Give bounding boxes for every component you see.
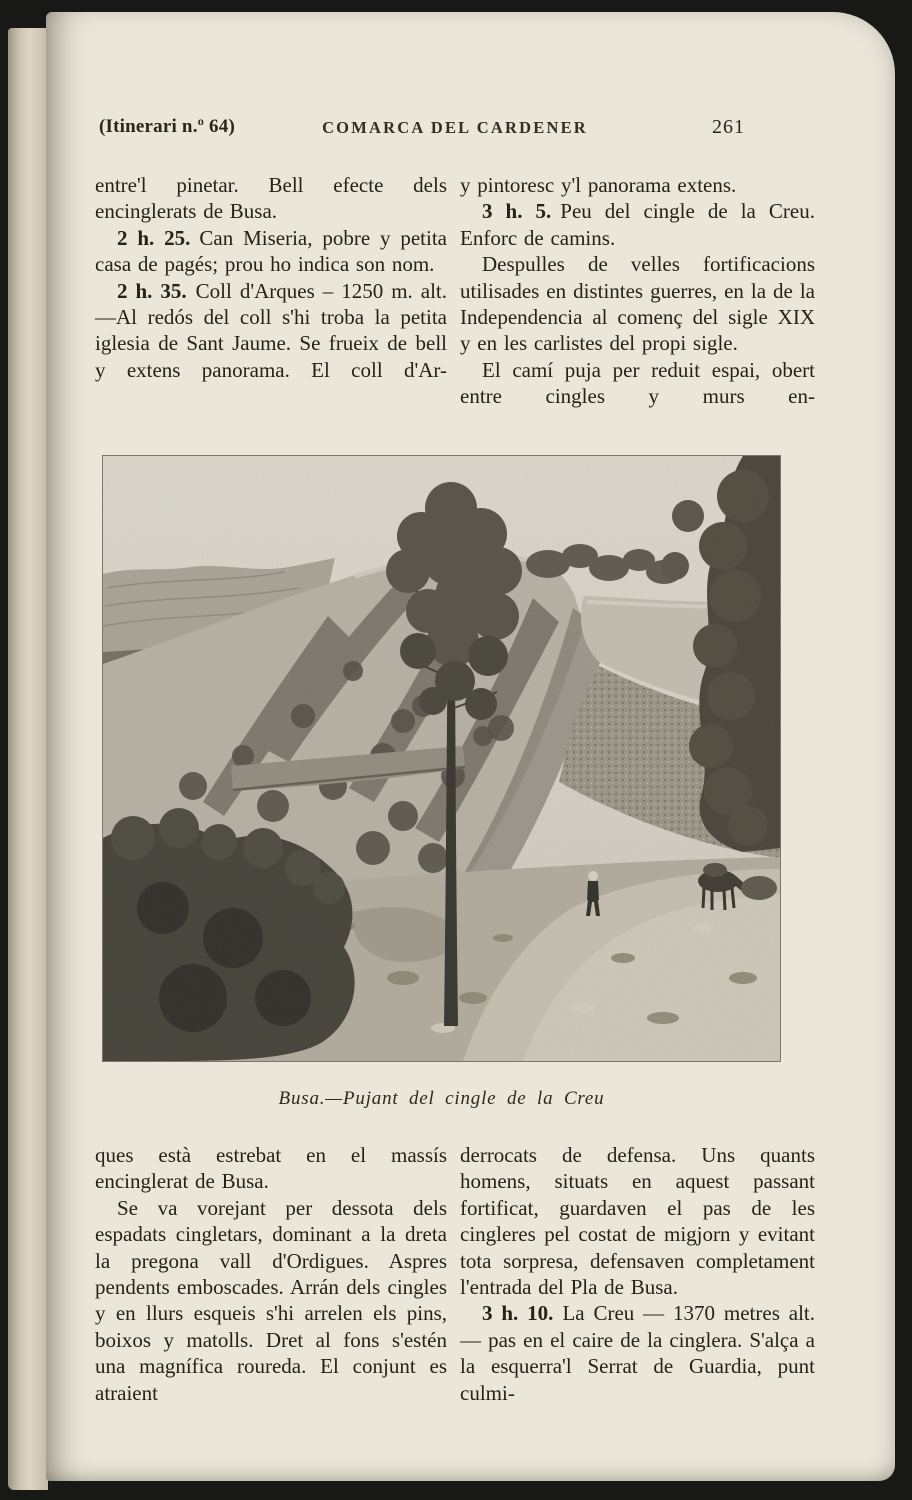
- paragraph: Se va vorejant per dessota dels espadats cingletars, dominant a la dreta la pregona vall d'Ordigues. Aspres pendents emboscades. Arrán dels cingles y en llurs esqueis s'hi arrelen els pins, boixos y matolls. Dret al fons s'estén una magnífica roureda. El conjunt es atraient: [95, 1195, 447, 1405]
- paragraph: derrocats de defensa. Uns quants homens, situats en aquest passant fortificat, guardaven el pas de les cingleres pel costat de migjorn y evitant tota sorpresa, defensaven completament l'entrada del Pla de Busa.: [460, 1143, 815, 1300]
- time-marker: 3 h. 5.: [482, 199, 552, 224]
- paragraph: [460, 1300, 815, 1406]
- paragraph: [95, 225, 447, 278]
- page-number: 261: [712, 116, 745, 138]
- time-marker: 2 h. 25.: [117, 225, 191, 250]
- paragraph-text: Peu del cingle de la Creu. Enforc de camins.: [460, 199, 815, 250]
- scanned-page: [46, 12, 895, 1481]
- column-bottom-right: [460, 1142, 815, 1406]
- column-bottom-left: [95, 1142, 447, 1406]
- paragraph: Despulles de velles fortificacions utilisades en distintes guerres, en la de la Independencia al començ del sigle XIX y en les carlistes del propi sigle.: [460, 252, 815, 356]
- paragraph-text: Can Miseria, pobre y petita casa de pagés; prou ho indica son nom.: [95, 225, 447, 277]
- photo-caption: Busa.—Pujant del cingle de la Creu: [278, 1088, 605, 1109]
- book-page-edge-strip: [8, 28, 48, 1490]
- time-marker: 3 h. 10.: [482, 1301, 554, 1326]
- landscape-photo: [102, 455, 781, 1062]
- paragraph: El camí puja per reduit espai, obert entre cingles y murs en-: [460, 357, 815, 409]
- itinerary-label: (Itinerari n.º 64): [99, 116, 235, 137]
- paragraph: [95, 278, 447, 384]
- time-marker: 2 h. 35.: [117, 278, 187, 303]
- paragraph: entre'l pinetar. Bell efecte dels encinglerats de Busa.: [95, 173, 447, 224]
- paragraph: [460, 198, 815, 251]
- paragraph: y pintoresc y'l panorama extens.: [460, 173, 737, 197]
- paragraph-text: Coll d'Arques – 1250 m. alt.—Al redós del coll s'hi troba la petita iglesia de Sant Jaume. Se frueix de bell y extens panorama. El coll d'Ar-: [95, 278, 448, 382]
- chapter-title: COMARCA DEL CARDENER: [322, 118, 588, 137]
- column-top-left: [95, 172, 447, 383]
- column-top-right: [460, 172, 815, 410]
- paragraph-text: La Creu — 1370 metres alt. — pas en el caire de la cinglera. S'alça a la esquerra'l Serrat de Guardia, punt culmi-: [460, 1301, 815, 1405]
- landscape-photo-illustration: [103, 456, 780, 1061]
- running-header: [95, 114, 815, 140]
- paragraph: ques està estrebat en el massís encinglerat de Busa.: [95, 1143, 447, 1194]
